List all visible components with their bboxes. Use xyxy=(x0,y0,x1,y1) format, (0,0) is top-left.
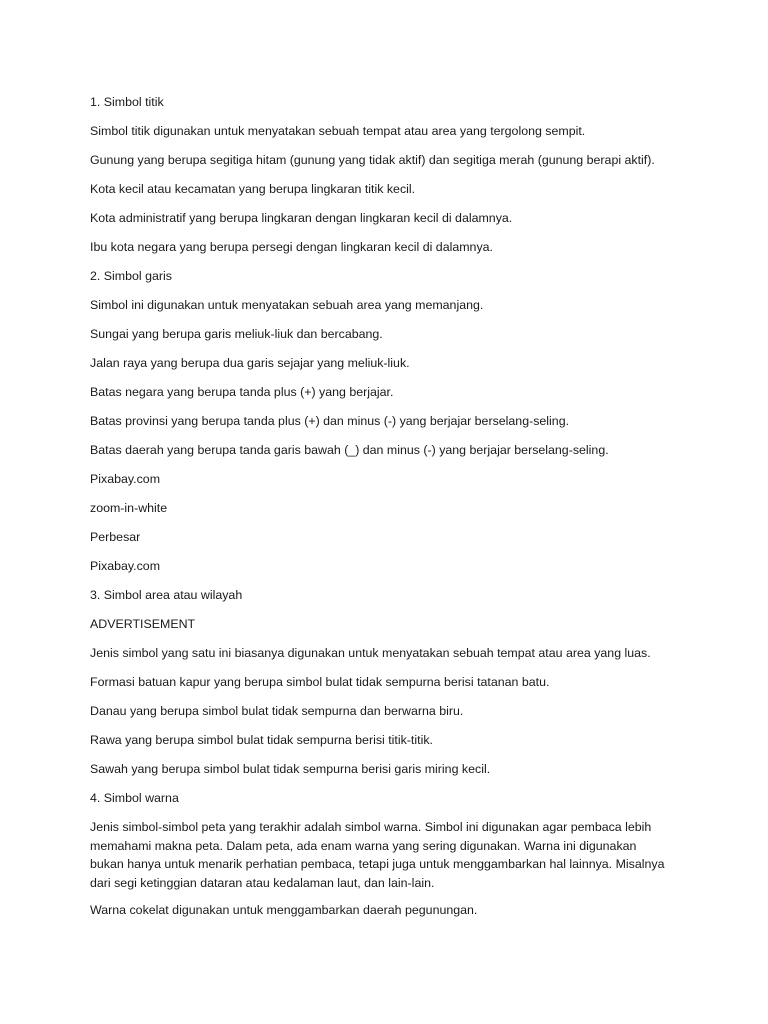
document-body xyxy=(90,93,670,930)
section-heading-simbol-warna: 4. Simbol warna xyxy=(90,791,179,805)
paragraph: Ibu kota negara yang berupa persegi dengan lingkaran kecil di dalamnya. xyxy=(90,240,493,254)
advertisement-label: ADVERTISEMENT xyxy=(90,617,196,631)
image-alt-text: zoom-in-white xyxy=(90,501,168,515)
zoom-label: Perbesar xyxy=(90,530,141,544)
paragraph: Jalan raya yang berupa dua garis sejajar yang meliuk-liuk. xyxy=(90,356,410,370)
paragraph: Rawa yang berupa simbol bulat tidak sempurna berisi titik-titik. xyxy=(90,733,433,747)
image-credit: Pixabay.com xyxy=(90,559,161,573)
paragraph: Sawah yang berupa simbol bulat tidak sempurna berisi garis miring kecil. xyxy=(90,762,491,776)
paragraph: Jenis simbol-simbol peta yang terakhir adalah simbol warna. Simbol ini digunakan agar pembaca lebih memahami makna peta. Dalam peta, ada enam warna yang sering digunakan. Warna ini digunakan bukan hanya untuk menarik perhatian pembaca, tetapi juga untuk menggambarkan hal lainnya. Misalnya dari segi ketinggian dataran atau kedalaman laut, dan lain-lain. xyxy=(90,820,665,890)
section-heading-simbol-area: 3. Simbol area atau wilayah xyxy=(90,588,243,602)
paragraph: Kota administratif yang berupa lingkaran dengan lingkaran kecil di dalamnya. xyxy=(90,211,513,225)
paragraph: Warna cokelat digunakan untuk menggambarkan daerah pegunungan. xyxy=(90,903,478,917)
paragraph: Batas negara yang berupa tanda plus (+) yang berjajar. xyxy=(90,385,394,399)
paragraph: Batas provinsi yang berupa tanda plus (+) dan minus (-) yang berjajar berselang-seling. xyxy=(90,414,570,428)
paragraph: Danau yang berupa simbol bulat tidak sempurna dan berwarna biru. xyxy=(90,704,464,718)
paragraph: Sungai yang berupa garis meliuk-liuk dan bercabang. xyxy=(90,327,383,341)
section-heading-simbol-titik: 1. Simbol titik xyxy=(90,95,164,109)
paragraph: Simbol ini digunakan untuk menyatakan sebuah area yang memanjang. xyxy=(90,298,484,312)
paragraph: Formasi batuan kapur yang berupa simbol bulat tidak sempurna berisi tatanan batu. xyxy=(90,675,550,689)
paragraph: Batas daerah yang berupa tanda garis bawah (_) dan minus (-) yang berjajar berselang-seling. xyxy=(90,443,609,457)
paragraph: Kota kecil atau kecamatan yang berupa lingkaran titik kecil. xyxy=(90,182,416,196)
paragraph: Gunung yang berupa segitiga hitam (gunung yang tidak aktif) dan segitiga merah (gunung berapi aktif). xyxy=(90,153,655,167)
section-heading-simbol-garis: 2. Simbol garis xyxy=(90,269,172,283)
paragraph: Jenis simbol yang satu ini biasanya digunakan untuk menyatakan sebuah tempat atau area yang luas. xyxy=(90,646,651,660)
image-credit: Pixabay.com xyxy=(90,472,161,486)
paragraph: Simbol titik digunakan untuk menyatakan sebuah tempat atau area yang tergolong sempit. xyxy=(90,124,586,138)
